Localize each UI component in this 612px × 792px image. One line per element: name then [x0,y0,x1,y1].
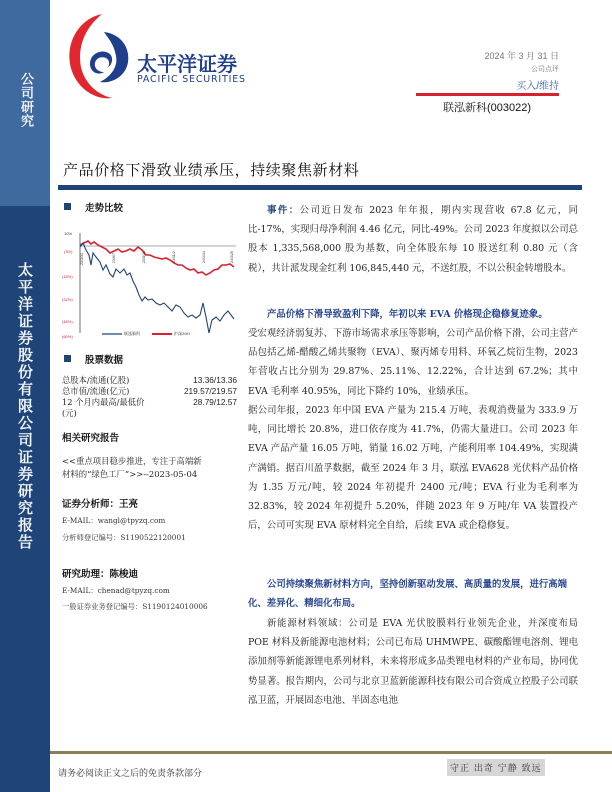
row-label: 12 个月内最高/最低价 [62,397,145,407]
row-value: 219.57/219.57 [183,386,237,396]
event-text: 公司近日发布 2023 年年报，期内实现营收 67.8 亿元，同比-17%，实现归母净利润 4.46 亿元，同比-49%。公司 2023 年度拟以公司总股本 1,335,568,000 股为基数，向全体股东每 10 股送红利 0.80 元（含税），共计派发现金红利 106,845,440 元，不送红股，不以公积金转增股本。 [248,205,578,274]
analyst-email[interactable]: E-MAIL：wangl@tpyzq.com [62,516,166,525]
trend-heading: 走势比较 [85,203,124,214]
footer-rule [50,751,612,754]
analyst-heading: 证券分析师：王亮 [62,499,139,510]
section1-paragraph1: 受宏观经济弱复苏、下游市场需求承压等影响，公司产品价格下滑，公司主营产品包括乙烯-醋酸乙烯共聚物（EVA）、聚丙烯专用料、环氧乙烷衍生物，2023 年营收占比分别为 29.87%、25.11%、12.22%，合计达到 67.2%；其中 EVA 毛利率 40.95%，同比下降约 10%，业绩承压。 [248,328,578,397]
square-bullet-icon [64,203,71,210]
analyst-license: 分析师登记编号：S1190522120001 [62,533,186,542]
logo-name-en: PACIFIC SECURITIES [137,74,246,85]
svg-text:(3%): (3%) [64,249,73,254]
section1-paragraph2: 据公司年报，2023 年中国 EVA 产量为 215.4 万吨，表观消费量为 333.9 万吨，同比增长 20.8%，进口依存度为 41.7%，仍需大量进口。公司 2023 年 EVA 产品产量 16.05 万吨，销量 16.02 万吨，产能利用率 104.49%，实现满产满销。据百川盈孚数据，截至 2024 年 3 月，联泓 EVA628 光伏料产品价格为 1.35 万元/吨，较 2024 年初提升 2400 元/吨；EVA 行业为毛利率为 32.83%，较 2024 年初提升 5.20%，伴随 2023 年 9 万吨/年 VA 装置投产后，公司可实现 EVA 原材料完全自给，后续 EVA 或企稳修复。 [248,405,578,532]
assistant-heading: 研究助理：陈梭迪 [62,569,139,580]
square-bullet-icon [64,355,71,362]
header-rule [416,93,559,96]
legend-index: 沪深300 [174,331,190,336]
pacific-logo-icon [64,12,134,100]
svg-text:10%: 10% [64,231,73,236]
related-reports-heading: 相关研究报告 [62,433,120,444]
svg-text:23/3/31: 23/3/31 [80,253,84,265]
company-motto: 守正 出奇 宁静 致远 [447,759,545,776]
logo-name-cn: 太平洋证券 [137,52,237,76]
sidebar-category-label: 公司研究 [18,72,33,128]
assistant-email[interactable]: E-MAIL：chenad@tpyzq.com [62,586,170,595]
stock-data-heading: 股票数据 [85,355,124,366]
company-logo [64,10,264,100]
related-report-link-line2[interactable]: 材料的“绿色工厂”>>--2023-05-04 [62,469,198,479]
row-label: (元) [62,408,77,418]
svg-text:(60%): (60%) [62,334,73,339]
section2-heading: 公司持续聚焦新材料方向，坚持创新驱动发展、高质量的发展，进行高端化、差异化、精细化布局。 [248,579,568,610]
svg-text:23/6/7: 23/6/7 [112,253,116,263]
event-paragraph [248,201,578,278]
svg-text:24/1/14: 24/1/14 [202,251,206,263]
row-value: 28.79/12.57 [193,397,237,407]
title-rule [58,185,582,190]
event-label: 事件： [267,205,300,216]
svg-text:24/3/26: 24/3/26 [230,251,234,263]
section2-paragraph1: 新能源材料领域：公司是 EVA 光伏胶膜料行业领先企业，并深度布局 POE 材料及新能源电池材料；公司已布局 UHMWPE、碳酸酯锂电溶剂、锂电添加剂等新能源锂电系列材料，未来将形成多品类锂电材料的产业布局，协同优势显著。报告期内，公司与北京卫蓝新能源科技有限公司合资成立控股子公司联泓卫蓝，开展固态电池、半固态电池 [248,618,578,706]
row-label: 总市值/流通(亿元) [62,386,130,396]
svg-text:23/11/2: 23/11/2 [172,251,176,263]
assistant-license: 一般证券业务登记编号：S1190124010006 [62,602,208,611]
sidebar-company-label: 太平洋证券股份有限公司证券研究报告 [16,262,34,551]
rating: 买入/维持 [516,81,559,92]
trend-chart [60,225,236,340]
row-value: 13.36/13.36 [193,375,237,385]
page-title: 产品价格下滑致业绩承压，持续聚焦新材料 [63,161,360,179]
svg-text:23/8/20: 23/8/20 [142,251,146,263]
svg-text:(16%): (16%) [62,274,73,279]
related-report-link-line1[interactable]: <<重点项目稳步推进，专注于高端新 [62,456,202,466]
svg-text:(46%): (46%) [62,319,73,324]
report-date: 2024 年 3 月 31 日 [484,51,559,61]
section1-heading: 产品价格下滑导致盈利下降，年初以来 EVA 价格现企稳修复迹象。 [267,309,548,320]
svg-text:(32%): (32%) [62,297,73,302]
legend-swatches-icon [100,329,230,339]
legend-stock: 联泓新科 [124,331,140,336]
trend-line-chart [60,225,236,340]
stock-name: 联泓新科(003022) [443,102,532,114]
chart-legend [100,329,230,339]
row-label: 总股本/流通(亿股) [62,375,130,385]
report-type: 公司点评 [531,66,559,73]
disclaimer-note: 请务必阅读正文之后的免责条款部分 [58,769,203,779]
